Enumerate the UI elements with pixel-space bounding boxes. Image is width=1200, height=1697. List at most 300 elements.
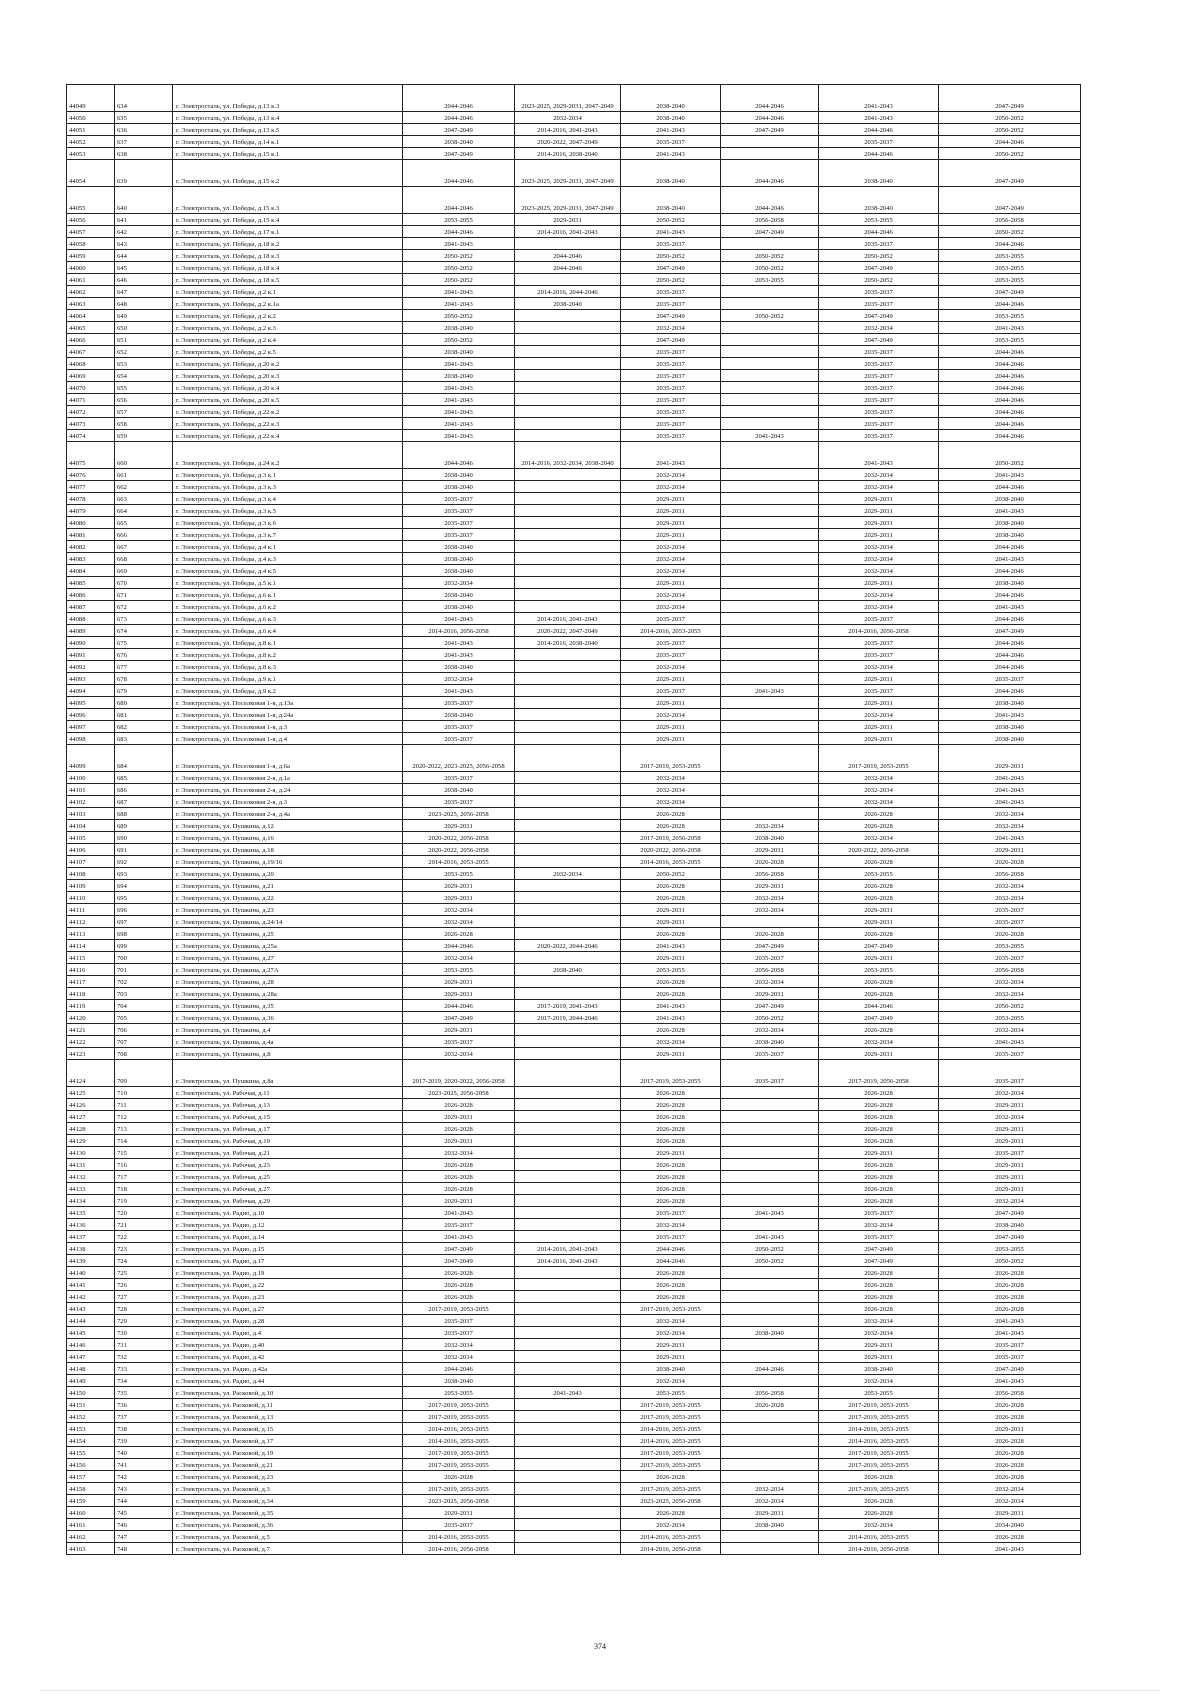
period-cell-6: 2041-2043	[939, 796, 1081, 808]
period-cell-1: 2035-2037	[403, 1327, 515, 1339]
period-cell-6: 2044-2046	[939, 541, 1081, 553]
period-cell-4: 2029-2031	[721, 988, 819, 1000]
period-cell-2	[515, 334, 621, 346]
period-cell-6: 2035-2037	[939, 904, 1081, 916]
address-cell: г. Электросталь, ул. Победы, д.9 к.1	[173, 673, 403, 685]
period-cell-4	[721, 577, 819, 589]
period-cell-4	[721, 1459, 819, 1471]
period-cell-5: 2029-2031	[819, 1048, 939, 1060]
period-cell-2	[515, 541, 621, 553]
address-cell: г. Электросталь, ул. Победы, д.24 к.2	[173, 442, 403, 469]
address-cell: г. Электросталь, ул. Пушкина, д.22	[173, 892, 403, 904]
table-row	[67, 625, 1081, 637]
period-cell-5: 2035-2037	[819, 298, 939, 310]
period-cell-1: 2041-2043	[403, 649, 515, 661]
row-id: 44075	[67, 442, 115, 469]
period-cell-2	[515, 406, 621, 418]
row-id: 44055	[67, 187, 115, 214]
table-row	[67, 928, 1081, 940]
period-cell-2	[515, 322, 621, 334]
table-row	[67, 187, 1081, 214]
period-cell-1: 2029-2031	[403, 988, 515, 1000]
period-cell-1: 2026-2028	[403, 1471, 515, 1483]
address-cell: г. Электросталь, ул. Радио, д.10	[173, 1207, 403, 1219]
period-cell-1: 2023-2025, 2056-2058	[403, 1495, 515, 1507]
table-row	[67, 661, 1081, 673]
row-id: 44097	[67, 721, 115, 733]
row-id: 44054	[67, 160, 115, 187]
row-number: 691	[115, 844, 173, 856]
period-cell-6: 2044-2046	[939, 613, 1081, 625]
table-row	[67, 904, 1081, 916]
row-id: 44087	[67, 601, 115, 613]
period-cell-6: 2056-2058	[939, 1387, 1081, 1399]
period-cell-4	[721, 481, 819, 493]
period-cell-1: 2035-2037	[403, 517, 515, 529]
period-cell-2	[515, 1183, 621, 1195]
period-cell-1: 2038-2040	[403, 469, 515, 481]
period-cell-1: 2026-2028	[403, 1267, 515, 1279]
period-cell-5: 2032-2034	[819, 589, 939, 601]
period-cell-2	[515, 1123, 621, 1135]
period-cell-1: 2038-2040	[403, 322, 515, 334]
row-number: 731	[115, 1339, 173, 1351]
row-number: 673	[115, 613, 173, 625]
address-cell: г. Электросталь, ул. Победы, д.20 к.3	[173, 370, 403, 382]
row-id: 44120	[67, 1012, 115, 1024]
period-cell-6: 2038-2040	[939, 721, 1081, 733]
row-id: 44089	[67, 625, 115, 637]
period-cell-4	[721, 238, 819, 250]
period-cell-1: 2032-2034	[403, 1048, 515, 1060]
table-row	[67, 733, 1081, 745]
table-body	[67, 85, 1081, 1555]
period-cell-3: 2032-2034	[621, 553, 721, 565]
period-cell-3: 2050-2052	[621, 868, 721, 880]
row-number: 648	[115, 298, 173, 310]
row-number: 635	[115, 112, 173, 124]
period-cell-2	[515, 1399, 621, 1411]
row-number: 654	[115, 370, 173, 382]
address-cell: г. Электросталь, ул. Рабочая, д.25	[173, 1171, 403, 1183]
period-cell-2: 2044-2046	[515, 262, 621, 274]
period-cell-1: 2050-2052	[403, 274, 515, 286]
table-row	[67, 1387, 1081, 1399]
period-cell-5: 2044-2046	[819, 226, 939, 238]
period-cell-5: 2050-2052	[819, 250, 939, 262]
period-cell-1: 2026-2028	[403, 1291, 515, 1303]
period-cell-6: 2029-2031	[939, 1123, 1081, 1135]
row-id: 44118	[67, 988, 115, 1000]
address-cell: г. Электросталь, ул. Победы, д.3 к.3	[173, 481, 403, 493]
period-cell-2	[515, 1411, 621, 1423]
row-id: 44061	[67, 274, 115, 286]
period-cell-5: 2026-2028	[819, 1471, 939, 1483]
period-cell-5: 2029-2031	[819, 697, 939, 709]
row-id: 44093	[67, 673, 115, 685]
row-number: 702	[115, 976, 173, 988]
table-row	[67, 1471, 1081, 1483]
address-cell: г. Электросталь, ул. Поселковая 1-я, д.13а	[173, 697, 403, 709]
period-cell-3: 2050-2052	[621, 214, 721, 226]
period-cell-3: 2032-2034	[621, 565, 721, 577]
period-cell-4	[721, 1267, 819, 1279]
period-cell-4	[721, 1435, 819, 1447]
period-cell-2: 2041-2043	[515, 1387, 621, 1399]
period-cell-4	[721, 565, 819, 577]
row-number: 728	[115, 1303, 173, 1315]
period-cell-6: 2026-2028	[939, 1459, 1081, 1471]
period-cell-2	[515, 1048, 621, 1060]
row-number: 678	[115, 673, 173, 685]
address-cell: г. Электросталь, ул. Расковой, д.35	[173, 1507, 403, 1519]
table-row	[67, 1363, 1081, 1375]
period-cell-6: 2026-2028	[939, 1399, 1081, 1411]
period-cell-1: 2032-2034	[403, 904, 515, 916]
period-cell-3: 2047-2049	[621, 310, 721, 322]
period-cell-2	[515, 1351, 621, 1363]
period-cell-4: 2044-2046	[721, 187, 819, 214]
period-cell-5: 2026-2028	[819, 1135, 939, 1147]
period-cell-6: 2032-2034	[939, 1111, 1081, 1123]
row-id: 44059	[67, 250, 115, 262]
period-cell-3: 2035-2037	[621, 346, 721, 358]
period-cell-4	[721, 1303, 819, 1315]
row-id: 44121	[67, 1024, 115, 1036]
period-cell-3: 2035-2037	[621, 238, 721, 250]
period-cell-1: 2041-2043	[403, 637, 515, 649]
table-row	[67, 1435, 1081, 1447]
period-cell-5: 2026-2028	[819, 1195, 939, 1207]
period-cell-5: 2035-2037	[819, 1231, 939, 1243]
period-cell-5: 2026-2028	[819, 988, 939, 1000]
period-cell-3: 2032-2034	[621, 589, 721, 601]
row-id: 44148	[67, 1363, 115, 1375]
table-row	[67, 940, 1081, 952]
row-id: 44122	[67, 1036, 115, 1048]
address-cell: г. Электросталь, ул. Пушкина, д.27	[173, 952, 403, 964]
row-number: 733	[115, 1363, 173, 1375]
row-number: 738	[115, 1423, 173, 1435]
address-cell: г. Электросталь, ул. Пушкина, д.4а	[173, 1036, 403, 1048]
row-number: 682	[115, 721, 173, 733]
period-cell-6: 2041-2043	[939, 1543, 1081, 1555]
address-cell: г. Электросталь, ул. Победы, д.15 к.2	[173, 160, 403, 187]
row-number: 729	[115, 1315, 173, 1327]
table-row	[67, 565, 1081, 577]
period-cell-4: 2041-2043	[721, 685, 819, 697]
row-number: 642	[115, 226, 173, 238]
table-row	[67, 481, 1081, 493]
address-cell: г. Электросталь, ул. Пушкина, д.23	[173, 904, 403, 916]
period-cell-4	[721, 1423, 819, 1435]
period-cell-2: 2014-2016, 2041-2043	[515, 1243, 621, 1255]
period-cell-3: 2032-2034	[621, 709, 721, 721]
table-row	[67, 1171, 1081, 1183]
table-row	[67, 430, 1081, 442]
period-cell-4: 2056-2058	[721, 964, 819, 976]
period-cell-3: 2035-2037	[621, 298, 721, 310]
period-cell-3: 2029-2031	[621, 673, 721, 685]
row-number: 657	[115, 406, 173, 418]
period-cell-6: 2035-2037	[939, 916, 1081, 928]
period-cell-4	[721, 469, 819, 481]
period-cell-4	[721, 1123, 819, 1135]
row-number: 634	[115, 85, 173, 112]
period-cell-1: 2029-2031	[403, 820, 515, 832]
address-cell: г. Электросталь, ул. Пушкина, д.19/16	[173, 856, 403, 868]
period-cell-6: 2041-2043	[939, 469, 1081, 481]
table-row	[67, 517, 1081, 529]
period-cell-4	[721, 1087, 819, 1099]
address-cell: г. Электросталь, ул. Пушкина, д.28а	[173, 988, 403, 1000]
table-row	[67, 214, 1081, 226]
period-cell-3: 2035-2037	[621, 406, 721, 418]
address-cell: г. Электросталь, ул. Победы, д.17 к.1	[173, 226, 403, 238]
row-number: 725	[115, 1267, 173, 1279]
row-number: 692	[115, 856, 173, 868]
period-cell-5: 2035-2037	[819, 418, 939, 430]
period-cell-3: 2032-2034	[621, 1327, 721, 1339]
address-cell: г. Электросталь, ул. Победы, д.20 к.5	[173, 394, 403, 406]
period-cell-6: 2032-2034	[939, 808, 1081, 820]
period-cell-5: 2032-2034	[819, 469, 939, 481]
period-cell-4	[721, 529, 819, 541]
period-cell-6: 2026-2028	[939, 1303, 1081, 1315]
period-cell-2	[515, 796, 621, 808]
period-cell-2	[515, 1279, 621, 1291]
period-cell-6: 2026-2028	[939, 1267, 1081, 1279]
period-cell-3: 2032-2034	[621, 481, 721, 493]
period-cell-1: 2044-2046	[403, 112, 515, 124]
row-id: 44103	[67, 808, 115, 820]
period-cell-1: 2017-2019, 2053-2055	[403, 1399, 515, 1411]
address-cell: г. Электросталь, ул. Победы, д.2 к.1	[173, 286, 403, 298]
period-cell-2	[515, 721, 621, 733]
table-row	[67, 1495, 1081, 1507]
row-number: 720	[115, 1207, 173, 1219]
row-id: 44129	[67, 1135, 115, 1147]
table-row	[67, 250, 1081, 262]
period-cell-6: 2026-2028	[939, 1531, 1081, 1543]
period-cell-4: 2050-2052	[721, 1012, 819, 1024]
period-cell-1: 2044-2046	[403, 940, 515, 952]
period-cell-2: 2014-2016, 2044-2046	[515, 286, 621, 298]
row-id: 44143	[67, 1303, 115, 1315]
period-cell-4: 2056-2058	[721, 1387, 819, 1399]
period-cell-6: 2032-2034	[939, 1087, 1081, 1099]
table-row	[67, 334, 1081, 346]
period-cell-4	[721, 1099, 819, 1111]
period-cell-3: 2035-2037	[621, 613, 721, 625]
address-cell: г. Электросталь, ул. Рабочая, д.23	[173, 1159, 403, 1171]
table-row	[67, 1267, 1081, 1279]
row-number: 748	[115, 1543, 173, 1555]
row-id: 44108	[67, 868, 115, 880]
period-cell-5: 2038-2040	[819, 187, 939, 214]
period-cell-2	[515, 1024, 621, 1036]
table-row	[67, 1255, 1081, 1267]
row-number: 684	[115, 745, 173, 772]
period-cell-4: 2056-2058	[721, 214, 819, 226]
table-row	[67, 1060, 1081, 1087]
address-cell: г. Электросталь, ул. Радио, д.23	[173, 1291, 403, 1303]
address-cell: г. Электросталь, ул. Победы, д.8 к.2	[173, 649, 403, 661]
period-cell-2	[515, 1363, 621, 1375]
row-number: 656	[115, 394, 173, 406]
address-cell: г. Электросталь, ул. Победы, д.2 к.5	[173, 346, 403, 358]
address-cell: г. Электросталь, ул. Пушкина, д.27А	[173, 964, 403, 976]
period-cell-3: 2029-2031	[621, 952, 721, 964]
period-cell-5: 2026-2028	[819, 976, 939, 988]
address-cell: г. Электросталь, ул. Радио, д.12	[173, 1219, 403, 1231]
period-cell-4	[721, 709, 819, 721]
row-number: 722	[115, 1231, 173, 1243]
period-cell-4	[721, 637, 819, 649]
period-cell-1: 2038-2040	[403, 601, 515, 613]
period-cell-3: 2035-2037	[621, 370, 721, 382]
period-cell-4: 2038-2040	[721, 1519, 819, 1531]
period-cell-1: 2038-2040	[403, 784, 515, 796]
row-id: 44156	[67, 1459, 115, 1471]
period-cell-5: 2026-2028	[819, 1099, 939, 1111]
table-row	[67, 1483, 1081, 1495]
period-cell-2: 2014-2016, 2041-2043	[515, 226, 621, 238]
period-cell-5: 2044-2046	[819, 1000, 939, 1012]
address-cell: г. Электросталь, ул. Победы, д.6 к.4	[173, 625, 403, 637]
period-cell-1: 2026-2028	[403, 1183, 515, 1195]
table-row	[67, 832, 1081, 844]
row-number: 636	[115, 124, 173, 136]
row-number: 701	[115, 964, 173, 976]
row-number: 694	[115, 880, 173, 892]
period-cell-3: 2014-2016, 2053-2055	[621, 625, 721, 637]
period-cell-4	[721, 418, 819, 430]
period-cell-6: 2035-2037	[939, 1048, 1081, 1060]
period-cell-1: 2041-2043	[403, 286, 515, 298]
row-id: 44092	[67, 661, 115, 673]
period-cell-5: 2053-2055	[819, 214, 939, 226]
period-cell-1: 2014-2016, 2053-2055	[403, 1531, 515, 1543]
table-row	[67, 856, 1081, 868]
table-row	[67, 529, 1081, 541]
table-row	[67, 1543, 1081, 1555]
period-cell-4	[721, 1315, 819, 1327]
period-cell-2	[515, 1036, 621, 1048]
period-cell-3: 2026-2028	[621, 1291, 721, 1303]
row-id: 44082	[67, 541, 115, 553]
address-cell: г. Электросталь, ул. Победы, д.3 к.7	[173, 529, 403, 541]
period-cell-2	[515, 709, 621, 721]
period-cell-6: 2041-2043	[939, 784, 1081, 796]
table-row	[67, 1147, 1081, 1159]
period-cell-5: 2035-2037	[819, 1207, 939, 1219]
table-row	[67, 322, 1081, 334]
address-cell: г. Электросталь, ул. Радио, д.22	[173, 1279, 403, 1291]
row-id: 44142	[67, 1291, 115, 1303]
period-cell-6: 2056-2058	[939, 964, 1081, 976]
row-id: 44080	[67, 517, 115, 529]
row-number: 741	[115, 1459, 173, 1471]
period-cell-3: 2026-2028	[621, 1024, 721, 1036]
period-cell-3: 2017-2019, 2053-2055	[621, 1399, 721, 1411]
row-number: 658	[115, 418, 173, 430]
table-row	[67, 1399, 1081, 1411]
period-cell-1: 2017-2019, 2053-2055	[403, 1303, 515, 1315]
table-row	[67, 358, 1081, 370]
period-cell-5: 2017-2019, 2053-2055	[819, 1459, 939, 1471]
period-cell-2	[515, 820, 621, 832]
period-cell-5: 2032-2034	[819, 784, 939, 796]
period-cell-2	[515, 649, 621, 661]
period-cell-5: 2032-2034	[819, 1327, 939, 1339]
period-cell-6: 2035-2037	[939, 673, 1081, 685]
address-cell: г. Электросталь, ул. Победы, д.6 к.1	[173, 589, 403, 601]
period-cell-5: 2026-2028	[819, 1495, 939, 1507]
period-cell-3: 2026-2028	[621, 1099, 721, 1111]
period-cell-4: 2032-2034	[721, 1483, 819, 1495]
period-cell-5: 2029-2031	[819, 673, 939, 685]
period-cell-1: 2044-2046	[403, 442, 515, 469]
period-cell-1: 2035-2037	[403, 697, 515, 709]
period-cell-3: 2047-2049	[621, 334, 721, 346]
period-cell-5: 2026-2028	[819, 1111, 939, 1123]
period-cell-4	[721, 286, 819, 298]
row-id: 44078	[67, 493, 115, 505]
address-cell: г. Электросталь, ул. Расковой, д.19	[173, 1447, 403, 1459]
period-cell-6: 2026-2028	[939, 1435, 1081, 1447]
address-cell: г. Электросталь, ул. Поселковая 2-я, д.24	[173, 784, 403, 796]
row-number: 742	[115, 1471, 173, 1483]
row-id: 44119	[67, 1000, 115, 1012]
period-cell-6: 2053-2055	[939, 310, 1081, 322]
period-cell-2: 2014-2016, 2041-2043	[515, 124, 621, 136]
row-id: 44112	[67, 916, 115, 928]
table-row	[67, 1447, 1081, 1459]
period-cell-2: 2020-2022, 2047-2049	[515, 136, 621, 148]
address-cell: г. Электросталь, ул. Победы, д.9 к.2	[173, 685, 403, 697]
table-row	[67, 1024, 1081, 1036]
page-number: 374	[594, 1642, 606, 1651]
period-cell-3: 2035-2037	[621, 1207, 721, 1219]
row-id: 44154	[67, 1435, 115, 1447]
row-id: 44068	[67, 358, 115, 370]
table-row	[67, 226, 1081, 238]
row-number: 711	[115, 1099, 173, 1111]
period-cell-5: 2017-2019, 2053-2055	[819, 1447, 939, 1459]
period-cell-1: 2041-2043	[403, 238, 515, 250]
period-cell-5: 2035-2037	[819, 406, 939, 418]
period-cell-4: 2038-2040	[721, 832, 819, 844]
address-cell: г. Электросталь, ул. Победы, д.3 к.6	[173, 517, 403, 529]
period-cell-1: 2026-2028	[403, 1099, 515, 1111]
address-cell: г. Электросталь, ул. Радио, д.42	[173, 1351, 403, 1363]
row-id: 44139	[67, 1255, 115, 1267]
period-cell-1: 2017-2019, 2053-2055	[403, 1483, 515, 1495]
period-cell-6: 2056-2058	[939, 214, 1081, 226]
row-id: 44063	[67, 298, 115, 310]
period-cell-1: 2050-2052	[403, 250, 515, 262]
period-cell-1: 2029-2031	[403, 1507, 515, 1519]
address-cell: г. Электросталь, ул. Расковой, д.5	[173, 1531, 403, 1543]
period-cell-4: 2053-2055	[721, 274, 819, 286]
period-cell-5: 2047-2049	[819, 1243, 939, 1255]
period-cell-5: 2014-2016, 2053-2055	[819, 1423, 939, 1435]
period-cell-3: 2044-2046	[621, 1255, 721, 1267]
period-cell-5: 2038-2040	[819, 160, 939, 187]
period-cell-3: 2026-2028	[621, 1267, 721, 1279]
period-cell-4	[721, 1159, 819, 1171]
